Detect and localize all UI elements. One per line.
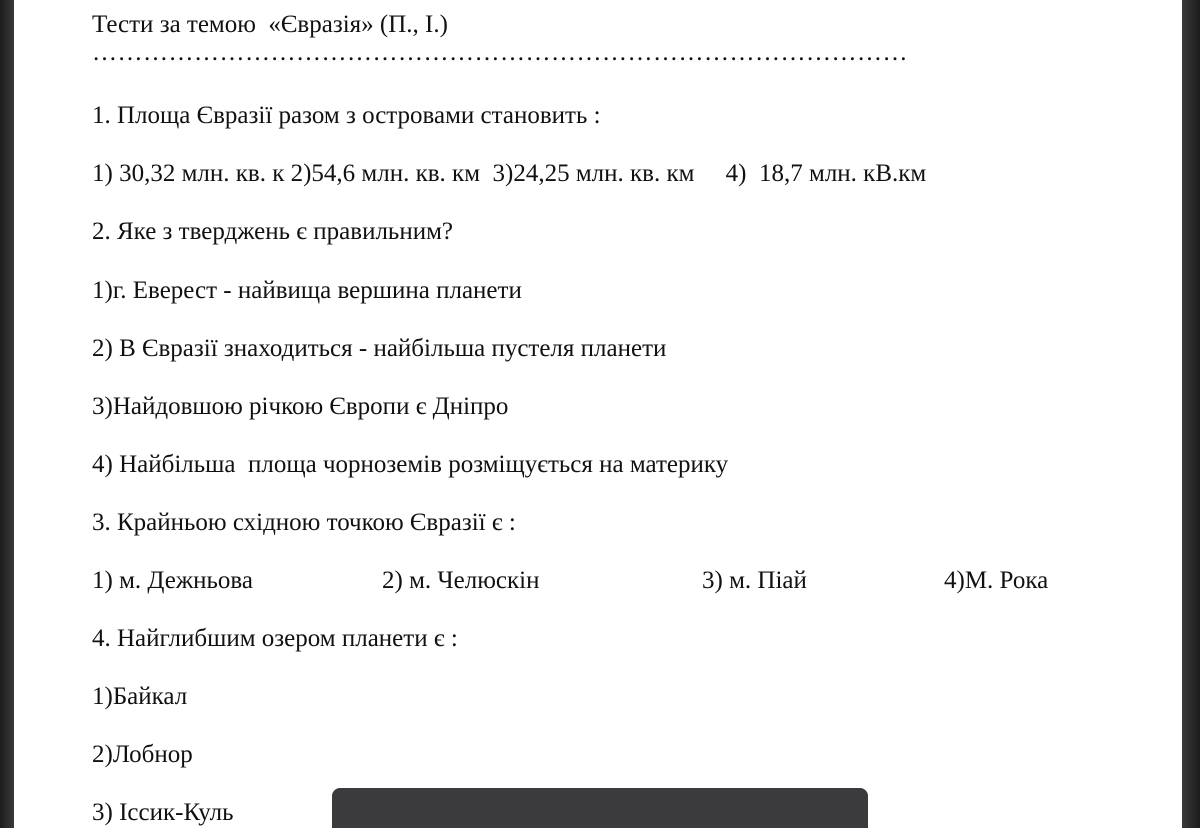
question-2: 2. Яке з тверджень є правильним? — [92, 218, 453, 245]
question-3-option-3: 3) м. Піай — [702, 567, 807, 594]
page-edge-right — [1182, 0, 1200, 828]
question-2-option-3: 3)Найдовшою річкою Європи є Дніпро — [92, 393, 509, 420]
question-2-option-1: 1)г. Еверест - найвища вершина планети — [92, 277, 522, 304]
question-4-option-2: 2)Лобнор — [92, 741, 193, 768]
question-4-option-1: 1)Байкал — [92, 683, 188, 710]
question-1: 1. Площа Євразії разом з островами становить : — [92, 102, 601, 129]
document-title: Тести за темою «Євразія» (П., І.) — [92, 11, 448, 38]
question-3-option-1: 1) м. Дежньова — [92, 567, 253, 594]
overlay-toast[interactable] — [332, 788, 868, 828]
question-3: 3. Крайньою східною точкою Євразії є : — [92, 509, 516, 536]
question-2-option-2: 2) В Євразії знаходиться - найбільша пустеля планети — [92, 335, 667, 362]
question-3-option-2: 2) м. Челюскін — [382, 567, 540, 594]
question-4: 4. Найглибшим озером планети є : — [92, 625, 458, 652]
question-3-option-4: 4)М. Рока — [944, 567, 1049, 594]
question-1-options: 1) 30,32 млн. кв. к 2)54,6 млн. кв. км 3)24,25 млн. кв. км 4) 18,7 млн. кВ.км — [92, 160, 927, 187]
dotted-separator: …………………………………………………………………………………… — [92, 39, 908, 66]
document-page[interactable] — [14, 0, 1182, 828]
question-2-option-4: 4) Найбільша площа чорноземів розміщується на материку — [92, 451, 729, 478]
question-4-option-3: 3) Іссик-Куль — [92, 799, 234, 826]
page-edge-left — [0, 0, 14, 828]
